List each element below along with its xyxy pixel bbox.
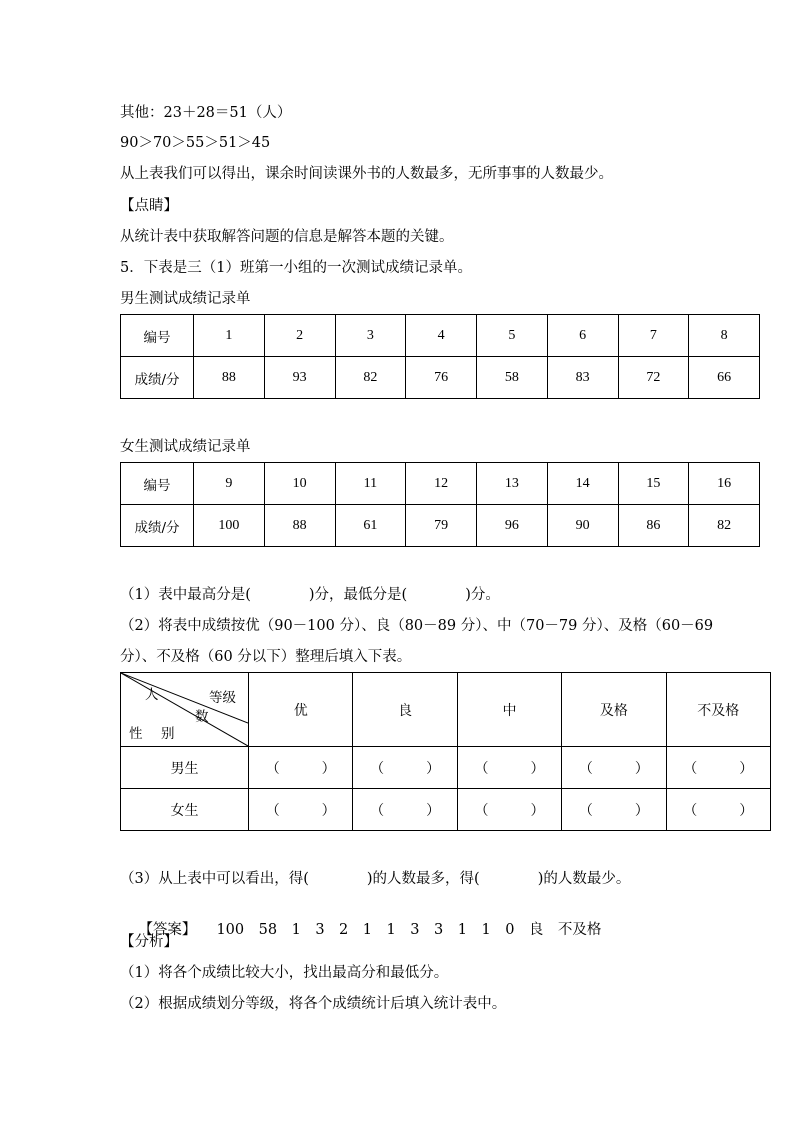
question-5-intro: 5．下表是三（1）班第一小组的一次测试成绩记录单。 [120,260,472,276]
answer-value: 3 [410,922,420,938]
table-cell: 93 [264,357,335,399]
answer-value: 不及格 [557,922,602,938]
grade-header-medium: 中 [457,673,561,747]
table-cell: 66 [689,357,760,399]
grade-header-excellent: 优 [249,673,353,747]
table-row [121,673,771,747]
row-label-girls: 女生 [121,789,249,831]
grade-header-fail: 不及格 [666,673,770,747]
table-cell: 8 [689,315,760,357]
question-part-3: （3）从上表中可以看出，得( )的人数最多，得( )的人数最少。 [120,871,631,887]
grade-header-good: 良 [353,673,457,747]
table-cell: 82 [335,357,406,399]
section-analysis-label: 【分析】 [120,934,178,950]
table-cell: 88 [194,357,265,399]
text-line-key-point: 从统计表中获取解答问题的信息是解答本题的关键。 [120,229,454,245]
corner-label-ren: 人 [145,687,159,703]
row-header-id: 编号 [121,463,194,505]
table-cell: 10 [264,463,335,505]
table-cell: 7 [618,315,689,357]
table-cell: 13 [477,463,548,505]
question-part-1: （1）表中最高分是( )分，最低分是( )分。 [120,587,500,603]
table-cell: 14 [547,463,618,505]
table-cell: 2 [264,315,335,357]
answer-blank: （ ） [562,789,666,831]
answer-value: 3 [315,922,325,938]
question-part-2-line-1: （2）将表中成绩按优（90－100 分）、良（80－89 分）、中（70－79 分）、及格（60－69 [120,618,714,634]
table-cell: 82 [689,505,760,547]
row-label-boys: 男生 [121,747,249,789]
answer-blank: （ ） [353,747,457,789]
table-cell: 58 [477,357,548,399]
girls-score-table [120,462,760,547]
answer-blank: （ ） [353,789,457,831]
table-cell: 61 [335,505,406,547]
answer-value: 良 [528,922,544,938]
question-part-2-line-2: 分）、不及格（60 分以下）整理后填入下表。 [120,649,412,665]
answer-blank: （ ） [457,747,561,789]
answer-blank: （ ） [666,747,770,789]
table-cell: 12 [406,463,477,505]
answer-blank: （ ） [457,789,561,831]
table-cell: 96 [477,505,548,547]
answer-row [120,900,601,960]
grade-count-table [120,672,771,831]
boys-table-title: 男生测试成绩记录单 [120,291,251,307]
corner-label-dengji: 等级 [209,690,236,706]
table-row [121,315,760,357]
table-cell: 90 [547,505,618,547]
text-line-conclusion: 从上表我们可以得出，课余时间读课外书的人数最多，无所事事的人数最少。 [120,166,613,182]
answer-blank: （ ） [562,747,666,789]
table-cell: 16 [689,463,760,505]
row-header-score: 成绩/分 [121,357,194,399]
answer-label: 【答案】 [138,922,197,938]
answer-value: 1 [362,922,373,938]
section-dianjing-label: 【点睛】 [120,198,178,214]
table-cell: 76 [406,357,477,399]
answer-value: 100 [216,922,245,938]
answer-value: 1 [481,922,491,938]
text-line-comparison: 90＞70＞55＞51＞45 [120,135,271,151]
answer-value: 0 [505,922,515,938]
table-cell: 83 [547,357,618,399]
table-row [121,747,771,789]
answer-blank: （ ） [249,747,353,789]
answer-value: 2 [339,922,349,938]
boys-score-table [120,314,760,399]
grade-header-pass: 及格 [562,673,666,747]
table-cell: 3 [335,315,406,357]
table-row [121,505,760,547]
table-cell: 100 [194,505,265,547]
table-cell: 11 [335,463,406,505]
answer-value: 1 [386,922,396,938]
answer-value: 58 [258,922,278,938]
text-line-other-sum: 其他：23＋28＝51（人） [120,105,292,121]
table-cell: 1 [194,315,265,357]
corner-label-shu: 数 [195,709,209,725]
table-cell: 79 [406,505,477,547]
table-cell: 88 [264,505,335,547]
table-cell: 86 [618,505,689,547]
row-header-id: 编号 [121,315,194,357]
corner-label-bie: 别 [161,726,175,742]
analysis-line-2: （2）根据成绩划分等级，将各个成绩统计后填入统计表中。 [120,996,507,1012]
table-row [121,463,760,505]
answer-value: 1 [291,922,301,938]
diagonal-header-cell [121,673,249,747]
table-cell: 15 [618,463,689,505]
table-cell: 72 [618,357,689,399]
table-cell: 9 [194,463,265,505]
answer-value: 3 [433,922,444,938]
answer-blank: （ ） [666,789,770,831]
row-header-score: 成绩/分 [121,505,194,547]
corner-label-xing: 性 [129,726,143,742]
girls-table-title: 女生测试成绩记录单 [120,439,251,455]
answer-value: 1 [457,922,467,938]
table-row [121,357,760,399]
table-row [121,789,771,831]
table-cell: 6 [547,315,618,357]
answer-blank: （ ） [249,789,353,831]
analysis-line-1: （1）将各个成绩比较大小，找出最高分和最低分。 [120,965,449,981]
table-cell: 4 [406,315,477,357]
table-cell: 5 [477,315,548,357]
